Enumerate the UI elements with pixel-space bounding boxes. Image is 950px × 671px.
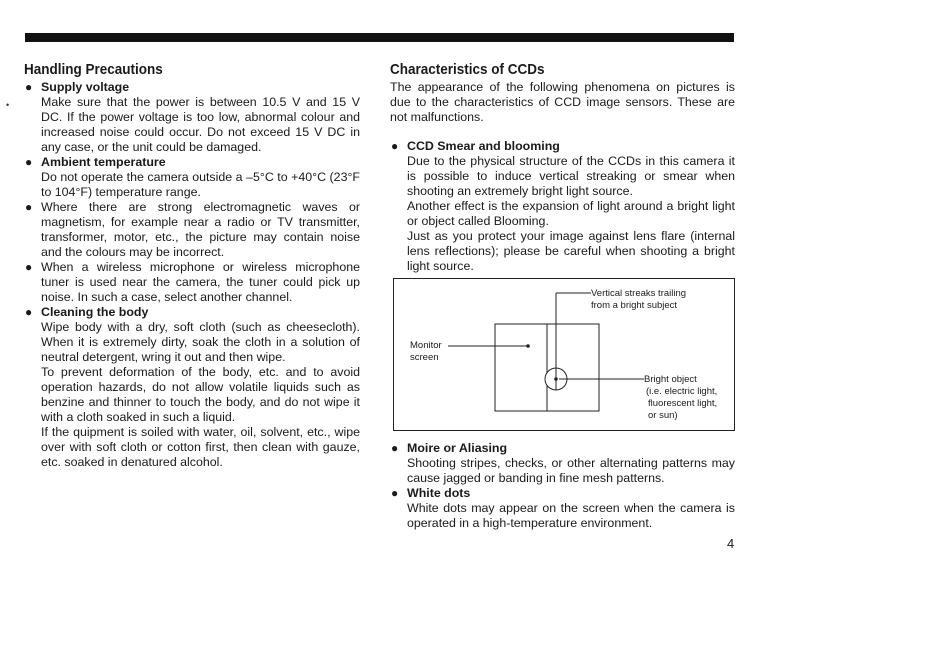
bright-object-label: fluorescent light, bbox=[648, 398, 718, 409]
white-dots-section bbox=[390, 486, 735, 531]
section-text: Make sure that the power is between 10.5 V and 15 V DC. If the power voltage is too low, abnormal colour and increased noise could occur. Do not exceed 15 V DC in any case, or the unit could be damaged. bbox=[41, 95, 360, 154]
bullet-icon: ● bbox=[391, 441, 399, 455]
left-column bbox=[24, 60, 360, 470]
section-text: White dots may appear on the screen when the camera is operated in a high-temperature environment. bbox=[407, 501, 735, 530]
cleaning-section bbox=[24, 305, 360, 470]
bright-object-label: or sun) bbox=[648, 410, 678, 421]
section-text: When a wireless microphone or wireless microphone tuner is used near the camera, the tuner could pick up noise. In such a case, select another channel. bbox=[41, 260, 360, 304]
smear-diagram bbox=[393, 278, 735, 431]
wireless-microphone-section bbox=[24, 260, 360, 305]
section-text: Due to the physical structure of the CCDs in this camera it is possible to induce vertical streaking or smear when shooting an extremely bright light source. bbox=[407, 154, 735, 198]
moire-section bbox=[390, 441, 735, 486]
scan-mark: • bbox=[6, 100, 10, 110]
section-text: Shooting stripes, checks, or other alternating patterns may cause jagged or banding in fine mesh patterns. bbox=[407, 456, 735, 485]
ccd-smear-section bbox=[390, 139, 735, 274]
bright-object-label: Bright object bbox=[644, 374, 697, 385]
streak-label: Vertical streaks trailing bbox=[591, 288, 687, 299]
section-text: Just as you protect your image against lens flare (internal lens reflections); please be careful when shooting a bright light source. bbox=[407, 229, 735, 273]
bullet-icon: ● bbox=[391, 486, 399, 500]
monitor-label: Monitor bbox=[410, 340, 442, 351]
section-text: Do not operate the camera outside a –5°C to +40°C (23°F to 104°F) temperature range. bbox=[41, 170, 360, 199]
section-title: Supply voltage bbox=[41, 80, 130, 94]
section-text: Wipe body with a dry, soft cloth (such as cheesecloth). When it is extremely dirty, soak the cloth in a solution of neutral detergent, wring it out and then wipe. bbox=[41, 320, 360, 364]
bullet-icon: ● bbox=[25, 260, 33, 274]
bullet-icon: ● bbox=[391, 139, 399, 153]
bullet-icon: ● bbox=[25, 305, 33, 319]
top-rule bbox=[25, 33, 734, 42]
section-title: White dots bbox=[407, 486, 471, 500]
monitor-label: screen bbox=[410, 352, 439, 363]
section-title: Cleaning the body bbox=[41, 305, 149, 319]
electromagnetic-section bbox=[24, 200, 360, 260]
page-number: 4 bbox=[727, 536, 735, 551]
handling-precautions-heading: Handling Precautions bbox=[24, 61, 163, 78]
section-title: Moire or Aliasing bbox=[407, 441, 508, 455]
intro-text: The appearance of the following phenomena on pictures is due to the characteristics of CCD image sensors. These are not malfunctions. bbox=[390, 80, 735, 124]
bullet-icon: ● bbox=[25, 200, 33, 214]
right-column bbox=[390, 60, 735, 531]
section-title: Ambient temperature bbox=[41, 155, 166, 169]
section-text: If the quipment is soiled with water, oil, solvent, etc., wipe over with soft cloth or cotton first, then clean with gauze, etc. soaked in denatured alcohol. bbox=[41, 425, 360, 469]
section-text: To prevent deformation of the body, etc. and to avoid operation hazards, do not allow volatile liquids such as benzine and thinner to touch the body, and do not wipe it with a cloth soaked in such a liquid. bbox=[41, 365, 360, 424]
section-text: Another effect is the expansion of light around a bright light or object called Blooming. bbox=[407, 199, 735, 228]
supply-voltage-section bbox=[24, 80, 360, 155]
ambient-temperature-section bbox=[24, 155, 360, 200]
section-text: Where there are strong electromagnetic waves or magnetism, for example near a radio or TV transmitter, transformer, motor, etc., the picture may contain noise and the colours may be incorrect. bbox=[41, 200, 360, 259]
bullet-icon: ● bbox=[25, 80, 33, 94]
bright-object-label: (i.e. electric light, bbox=[646, 386, 718, 397]
bullet-icon: ● bbox=[25, 155, 33, 169]
streak-label: from a bright subject bbox=[591, 300, 678, 311]
section-title: CCD Smear and blooming bbox=[407, 139, 560, 153]
ccd-characteristics-heading: Characteristics of CCDs bbox=[390, 61, 545, 78]
